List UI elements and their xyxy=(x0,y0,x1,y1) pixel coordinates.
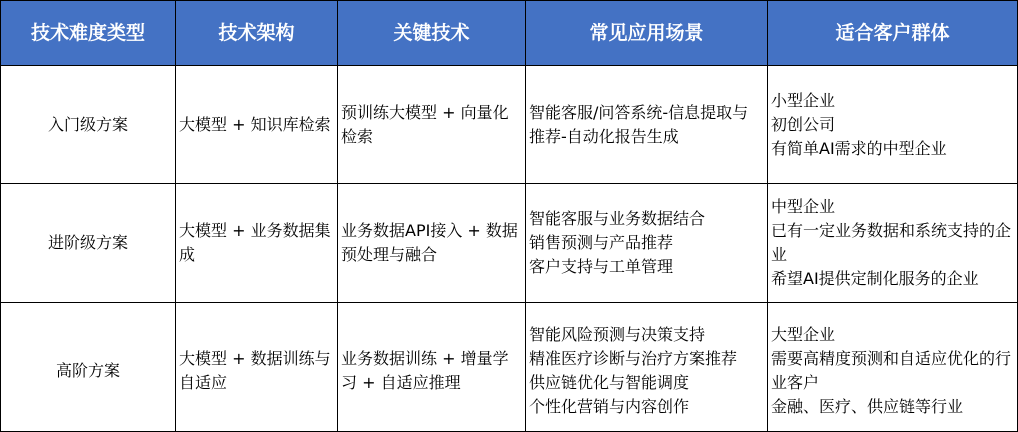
type-cell: 进阶级方案 xyxy=(1,184,176,303)
header-scenarios: 常见应用场景 xyxy=(526,1,768,66)
architecture-cell: 大模型 + 知识库检索 xyxy=(176,66,338,184)
scenarios-cell xyxy=(526,184,768,303)
scenario-item: 智能风险预测与决策支持 xyxy=(529,325,706,344)
type-cell: 入门级方案 xyxy=(1,66,176,184)
scenarios-cell xyxy=(526,66,768,184)
type-cell: 高阶方案 xyxy=(1,303,176,432)
scenario-item: 供应链优化与智能调度 xyxy=(529,373,690,392)
customers-cell xyxy=(768,66,1018,184)
scenario-item: 销售预测与产品推荐 xyxy=(529,233,674,252)
customer-item: 初创公司 xyxy=(771,114,836,134)
customer-item: 小型企业 xyxy=(771,90,836,110)
key-tech-cell: 预训练大模型 + 向量化检索 xyxy=(338,66,526,184)
customer-item: 大型企业 xyxy=(771,325,836,344)
customer-item: 金融、医疗、供应链等行业 xyxy=(771,397,964,416)
architecture-cell: 大模型 + 业务数据集成 xyxy=(176,184,338,303)
scenarios-cell xyxy=(526,303,768,432)
customer-item: 中型企业 xyxy=(771,197,836,216)
table-row xyxy=(1,184,1018,303)
header-type: 技术难度类型 xyxy=(1,1,176,66)
scenario-item: 客户支持与工单管理 xyxy=(529,257,674,276)
scenario-item: 智能客服/问答系统-信息提取与推荐-自动化报告生成 xyxy=(529,102,749,146)
key-tech-cell: 业务数据API接入 + 数据预处理与融合 xyxy=(338,184,526,303)
customer-item: 已有一定业务数据和系统支持的企业 xyxy=(771,221,1012,264)
architecture-cell: 大模型 + 数据训练与自适应 xyxy=(176,303,338,432)
header-row xyxy=(1,1,1018,66)
scenario-item: 个性化营销与内容创作 xyxy=(529,397,690,416)
table-row xyxy=(1,66,1018,184)
key-tech-cell: 业务数据训练 + 增量学习 + 自适应推理 xyxy=(338,303,526,432)
header-architecture: 技术架构 xyxy=(176,1,338,66)
header-key-tech: 关键技术 xyxy=(338,1,526,66)
customers-cell xyxy=(768,184,1018,303)
customers-cell xyxy=(768,303,1018,432)
header-customers: 适合客户群体 xyxy=(768,1,1018,66)
customer-item: 有简单AI需求的中型企业 xyxy=(771,138,947,158)
customer-item: 需要高精度预测和自适应优化的行业客户 xyxy=(771,349,1012,392)
table-row xyxy=(1,303,1018,432)
scenario-item: 精准医疗诊断与治疗方案推荐 xyxy=(529,349,738,368)
scenario-item: 智能客服与业务数据结合 xyxy=(529,209,706,228)
customer-item: 希望AI提供定制化服务的企业 xyxy=(771,269,979,288)
